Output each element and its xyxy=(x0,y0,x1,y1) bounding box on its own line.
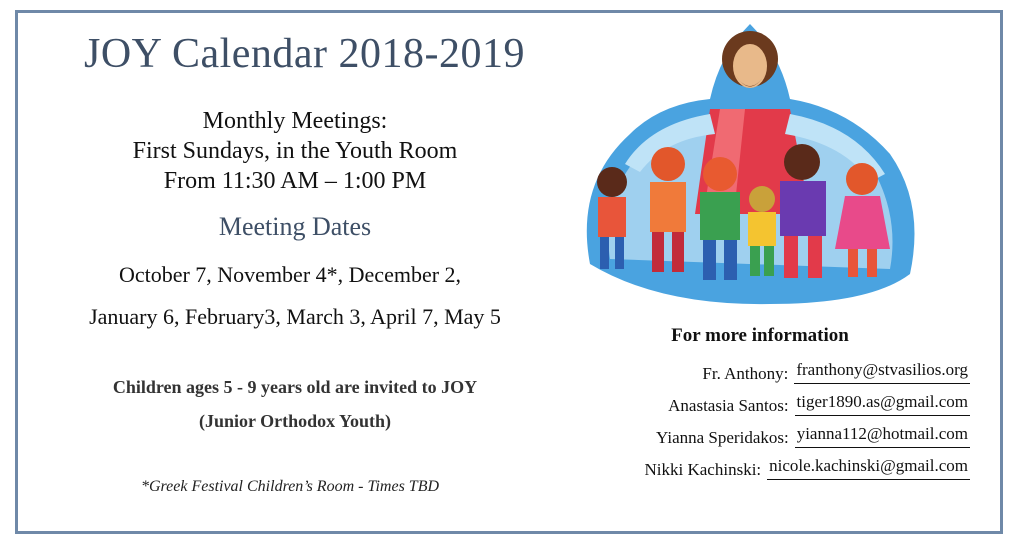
contact-row xyxy=(530,448,970,480)
meeting-line-1: Monthly Meetings: xyxy=(202,108,388,134)
contact-email[interactable]: tiger1890.as@gmail.com xyxy=(795,392,970,416)
meeting-dates-line-1: October 7, November 4*, December 2, xyxy=(118,262,462,287)
contact-email[interactable]: nicole.kachinski@gmail.com xyxy=(767,456,970,480)
meeting-line-2: First Sundays, in the Youth Room xyxy=(132,138,458,164)
contact-name: Yianna Speridakos: xyxy=(656,428,789,447)
contact-name: Anastasia Santos: xyxy=(668,396,789,415)
contact-row xyxy=(530,384,970,416)
contact-row xyxy=(530,352,970,384)
jesus-with-children-icon xyxy=(570,14,930,314)
more-info-heading: For more information xyxy=(671,325,849,346)
contact-email[interactable]: yianna112@hotmail.com xyxy=(795,424,970,448)
festival-note: *Greek Festival Children’s Room - Times TBD xyxy=(140,478,440,495)
invitation-line-2: (Junior Orthodox Youth) xyxy=(198,411,392,431)
meeting-dates-heading: Meeting Dates xyxy=(218,212,372,241)
invitation-line-1: Children ages 5 - 9 years old are invited to JOY xyxy=(112,377,478,397)
contact-email[interactable]: franthony@stvasilios.org xyxy=(794,360,970,384)
contact-row xyxy=(530,416,970,448)
invitation xyxy=(40,370,550,438)
meeting-line-3: From 11:30 AM – 1:00 PM xyxy=(163,168,427,194)
meeting-dates-line-2: January 6, February3, March 3, April 7, May 5 xyxy=(89,304,501,329)
meeting-info xyxy=(70,106,520,196)
page-title: JOY Calendar 2018-2019 xyxy=(84,31,526,77)
contact-list xyxy=(530,352,970,480)
contact-name: Fr. Anthony: xyxy=(702,364,789,383)
contact-name: Nikki Kachinski: xyxy=(644,460,762,479)
